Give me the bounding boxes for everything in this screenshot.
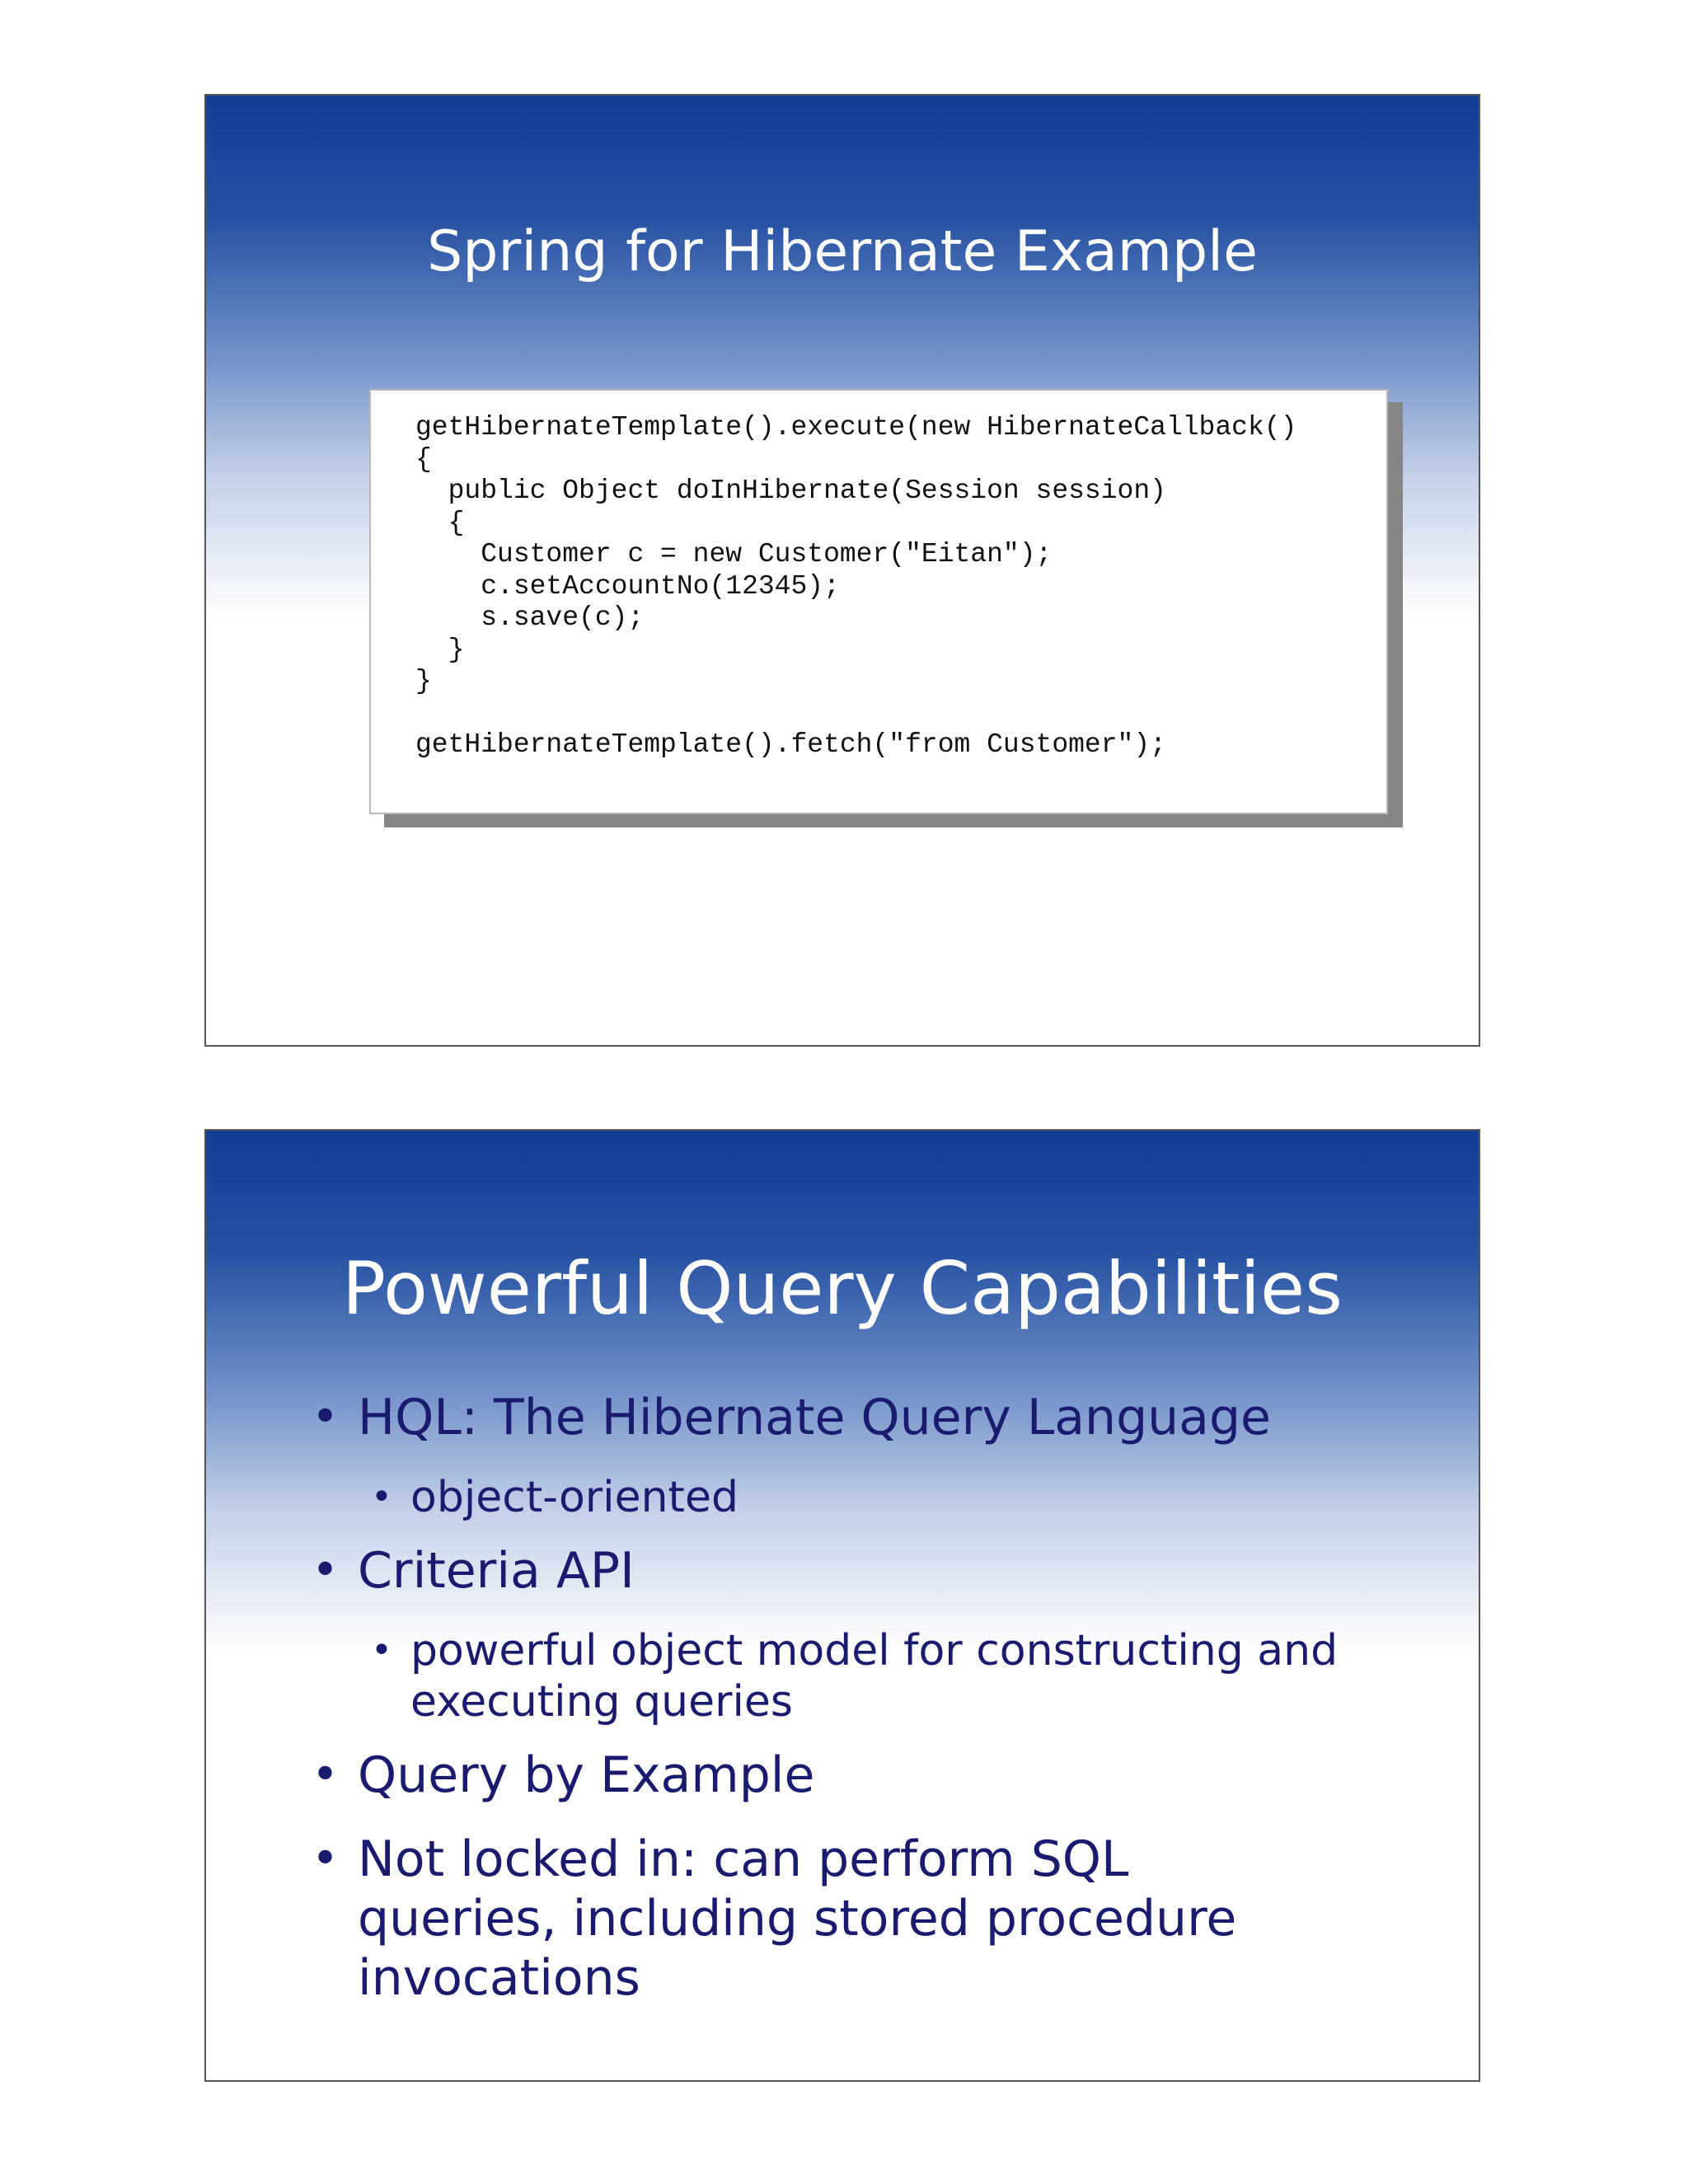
slide-spring-hibernate-example	[204, 94, 1480, 1047]
slide-powerful-query-capabilities	[204, 1129, 1480, 2082]
code-listing	[415, 412, 1296, 762]
bullet-line: invocations	[358, 1949, 640, 2007]
code-line: getHibernateTemplate().fetch("from Customer");	[415, 729, 1166, 760]
bullet-text	[358, 1541, 635, 1601]
bullet-dot-icon: •	[312, 1390, 340, 1444]
bullet-dot-icon: •	[312, 1544, 340, 1597]
code-line: getHibernateTemplate().execute(new HibernateCallback()	[415, 412, 1297, 443]
code-line: }	[415, 634, 465, 665]
bullet-text	[358, 1830, 1236, 2008]
bullet-line: HQL: The Hibernate Query Language	[358, 1389, 1271, 1446]
bullet-line: Criteria API	[358, 1542, 635, 1600]
code-line: }	[415, 666, 432, 696]
bullet-text	[358, 1746, 814, 1805]
code-line: c.setAccountNo(12345);	[415, 570, 840, 602]
bullet-line: queries, including stored procedure	[358, 1890, 1237, 1947]
slide-title: Spring for Hibernate Example	[427, 219, 1258, 284]
bullet-line: executing queries	[410, 1677, 793, 1727]
bullet-text	[410, 1625, 1338, 1727]
slide-title: Powerful Query Capabilities	[342, 1246, 1343, 1331]
code-line: Customer c = new Customer("Eitan");	[415, 539, 1053, 569]
code-line: public Object doInHibernate(Session session)	[415, 476, 1166, 506]
code-line: {	[415, 443, 432, 475]
bullet-line: Not locked in: can perform SQL	[358, 1830, 1129, 1888]
code-box	[369, 389, 1388, 814]
bullet-text	[358, 1388, 1271, 1447]
code-line: {	[415, 507, 465, 538]
code-line	[415, 698, 1296, 730]
bullet-line: object-oriented	[410, 1473, 738, 1522]
bullet-line: powerful object model for constructing and	[410, 1626, 1339, 1675]
bullet-text	[410, 1472, 738, 1523]
code-line: s.save(c);	[415, 602, 645, 633]
bullet-dot-icon: •	[371, 1476, 392, 1518]
bullet-dot-icon: •	[312, 1748, 340, 1802]
bullet-line: Query by Example	[358, 1746, 815, 1804]
bullet-dot-icon: •	[312, 1832, 340, 1886]
bullet-dot-icon: •	[371, 1629, 392, 1671]
